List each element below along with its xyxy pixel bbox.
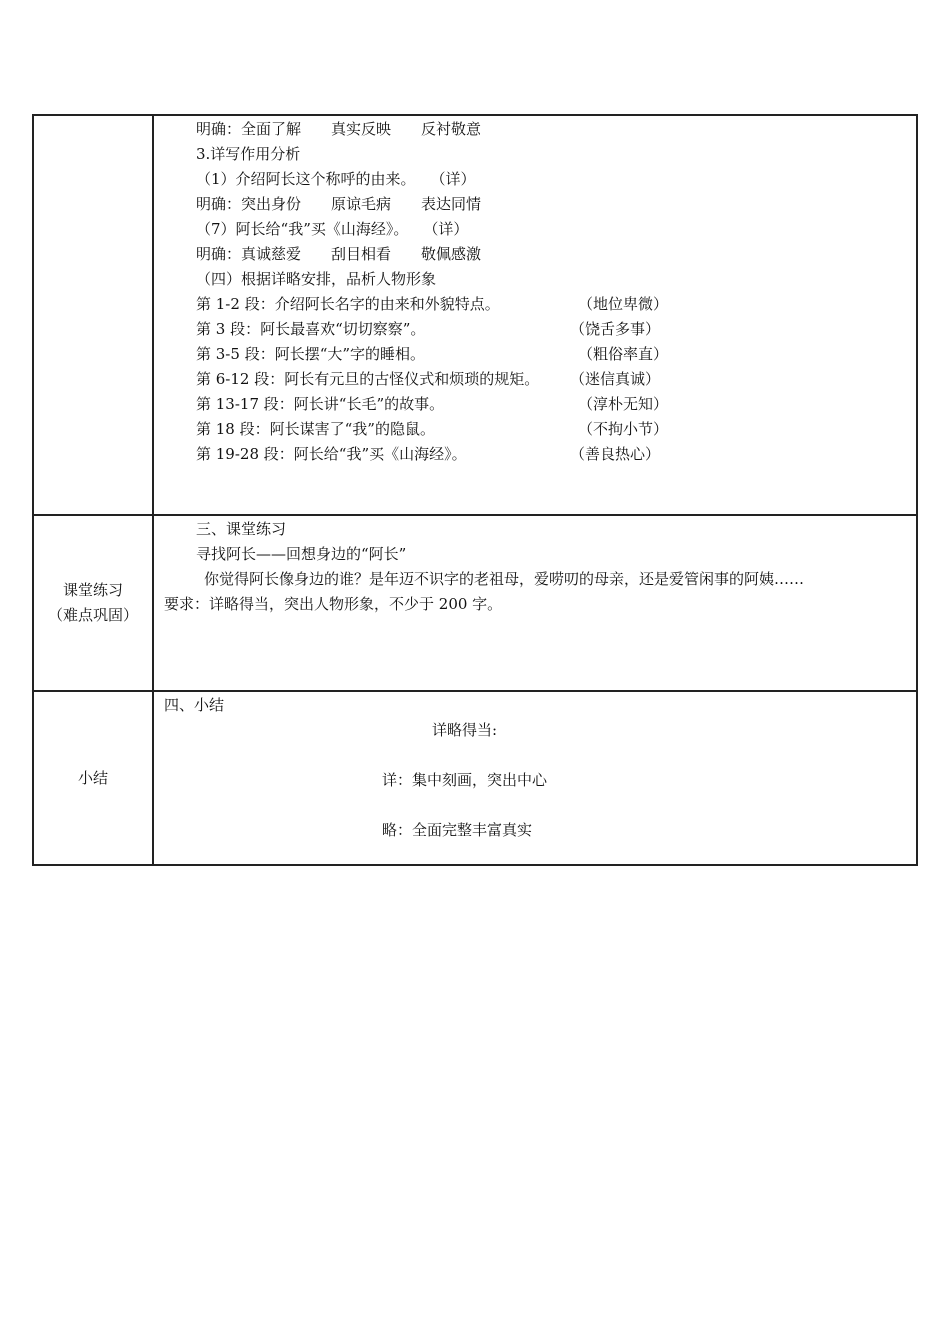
segment-trait: （善良热心） <box>570 445 661 463</box>
segment-text: 第 6-12 段：阿长有元旦的古怪仪式和烦琐的规矩。 <box>196 370 540 388</box>
table-row <box>33 691 917 865</box>
segment-text: 第 3 段：阿长最喜欢“切切察察”。 <box>196 320 426 338</box>
summary-detail: 详：集中刻画，突出中心 <box>382 771 548 789</box>
segment-trait: （地位卑微） <box>578 295 669 313</box>
clarify-line-1: 明确：全面了解 真实反映 反衬敬意 <box>196 120 482 138</box>
segment-text: 第 19-28 段：阿长给“我”买《山海经》。 <box>196 445 467 463</box>
practice-prompt: 你觉得阿长像身边的谁？是年迈不识字的老祖母，爱唠叨的母亲，还是爱管闲事的阿姨…… <box>204 570 805 588</box>
segment-trait: （不拘小节） <box>578 420 669 438</box>
segment-text: 第 13-17 段：阿长讲“长毛”的故事。 <box>196 395 445 413</box>
practice-subtitle: 寻找阿长——回想身边的“阿长” <box>196 545 407 563</box>
practice-sublabel: （难点巩固） <box>47 606 138 624</box>
segment-trait: （迷信真诚） <box>570 370 661 388</box>
summary-label: 小结 <box>77 768 108 787</box>
segment-trait: （粗俗率直） <box>578 345 669 363</box>
summary-content-cell <box>153 691 917 865</box>
practice-requirement: 要求：详略得当，突出人物形象，不少于 200 字。 <box>164 595 503 613</box>
section-heading-3: 3.详写作用分析 <box>196 145 301 163</box>
practice-label-cell <box>33 515 153 691</box>
summary-label-cell <box>33 691 153 865</box>
clarify-line-2: 明确：突出身份 原谅毛病 表达同情 <box>196 195 482 213</box>
summary-brief: 略：全面完整丰富真实 <box>382 821 533 839</box>
practice-content-cell <box>153 515 917 691</box>
row1-content-cell <box>153 115 917 515</box>
segment-text: 第 1-2 段：介绍阿长名字的由来和外貌特点。 <box>196 295 500 313</box>
summary-heading: 四、小结 <box>164 696 225 714</box>
item-7-line: （7）阿长给“我”买《山海经》。 （详） <box>196 220 469 238</box>
row1-label-cell <box>33 115 153 515</box>
segment-trait: （饶舌多事） <box>570 320 661 338</box>
practice-heading: 三、课堂练习 <box>196 520 287 538</box>
section-heading-4: （四）根据详略安排，品析人物形象 <box>196 270 437 288</box>
table-row <box>33 515 917 691</box>
segment-trait: （淳朴无知） <box>578 395 669 413</box>
clarify-line-3: 明确：真诚慈爱 刮目相看 敬佩感激 <box>196 245 482 263</box>
segment-text: 第 3-5 段：阿长摆“大”字的睡相。 <box>196 345 426 363</box>
item-1-line: （1）介绍阿长这个称呼的由来。 （详） <box>196 170 476 188</box>
practice-label: 课堂练习 <box>62 581 123 599</box>
lesson-table <box>32 114 918 866</box>
table-row <box>33 115 917 515</box>
segment-text: 第 18 段：阿长谋害了“我”的隐鼠。 <box>196 420 435 438</box>
summary-title: 详略得当: <box>432 721 498 739</box>
